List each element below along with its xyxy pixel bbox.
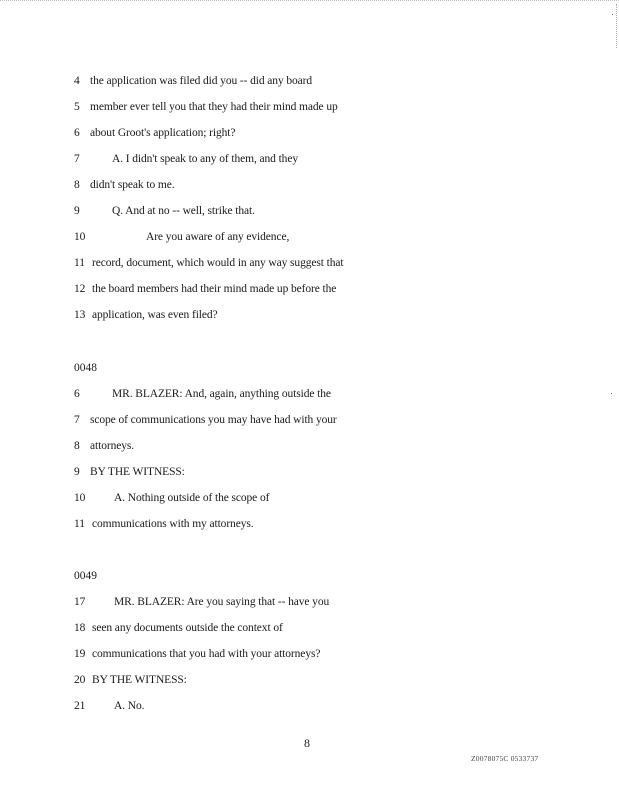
transcript-line: 19 communications that you had with your attorneys? bbox=[74, 648, 321, 660]
transcript-line: 10 A. Nothing outside of the scope of bbox=[74, 492, 270, 504]
transcript-line: 18 seen any documents outside the context of bbox=[74, 622, 283, 634]
transcript-line: 11 communications with my attorneys. bbox=[74, 518, 254, 530]
transcript-line: 13 application, was even filed? bbox=[74, 309, 218, 321]
scan-top-edge bbox=[0, 0, 619, 5]
transcript-line: 12 the board members had their mind made up before the bbox=[74, 283, 337, 295]
transcript-line: 8 attorneys. bbox=[74, 440, 135, 452]
transcript-line: 17 MR. BLAZER: Are you saying that -- have you bbox=[74, 596, 330, 608]
transcript-line: 6 MR. BLAZER: And, again, anything outside the bbox=[74, 388, 331, 400]
transcript-line: 20 BY THE WITNESS: bbox=[74, 674, 187, 686]
bates-number: Z0078075C 0533737 bbox=[471, 754, 539, 763]
transcript-line: 7 A. I didn't speak to any of them, and they bbox=[74, 153, 298, 165]
transcript-line: 6 about Groot's application; right? bbox=[74, 127, 236, 139]
transcript-line: 4 the application was filed did you -- did any board bbox=[74, 75, 313, 87]
page-number: 8 bbox=[304, 736, 310, 750]
scan-right-edge bbox=[614, 4, 617, 48]
transcript-line: 21 A. No. bbox=[74, 700, 145, 712]
page-reference-header: 0048 bbox=[74, 362, 97, 374]
transcript-line: 9 Q. And at no -- well, strike that. bbox=[74, 205, 255, 217]
transcript-line: 8 didn't speak to me. bbox=[74, 179, 175, 191]
scan-speck bbox=[612, 14, 613, 15]
transcript-line: 7 scope of communications you may have had with your bbox=[74, 414, 337, 426]
transcript-line: 10 Are you aware of any evidence, bbox=[74, 231, 290, 243]
transcript-line: 11 record, document, which would in any way suggest that bbox=[74, 257, 344, 269]
page-reference-header: 0049 bbox=[74, 570, 97, 582]
transcript-line: 5 member ever tell you that they had their mind made up bbox=[74, 101, 338, 113]
transcript-line: 9 BY THE WITNESS: bbox=[74, 466, 185, 478]
scan-speck bbox=[611, 393, 612, 394]
